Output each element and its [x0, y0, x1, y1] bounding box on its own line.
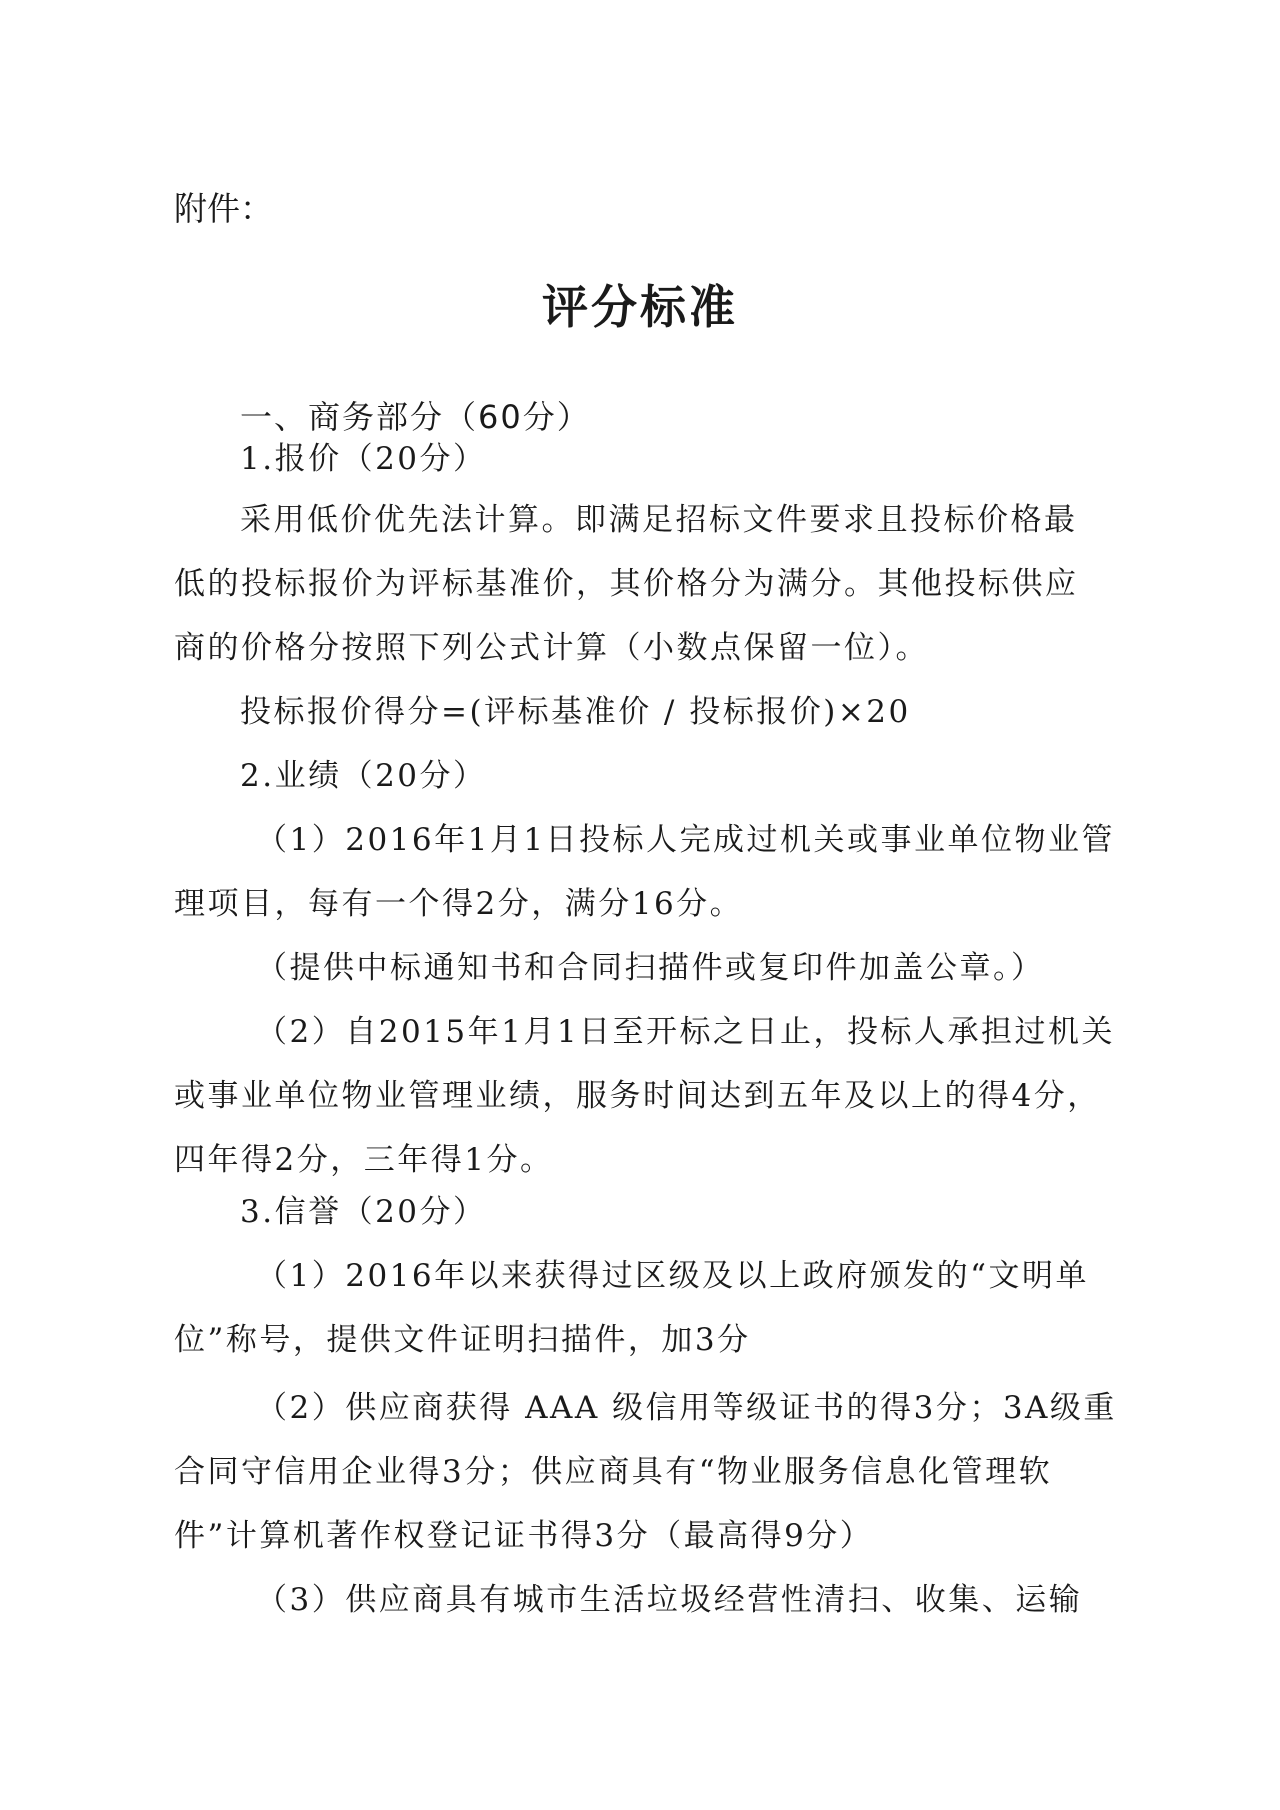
paragraph-line: 合同守信用企业得3分；供应商具有“物业服务信息化管理软	[174, 1454, 1053, 1490]
paragraph-line: （3）供应商具有城市生活垃圾经营性清扫、收集、运输	[256, 1582, 1083, 1618]
paragraph-line: 低的投标报价为评标基准价，其价格分为满分。其他投标供应	[174, 566, 1079, 602]
paragraph-line: 件”计算机著作权登记证书得3分（最高得9分）	[174, 1518, 874, 1554]
paragraph-line: 四年得2分，三年得1分。	[174, 1142, 554, 1178]
paragraph-line: （2）自2015年1月1日至开标之日止，投标人承担过机关	[256, 1014, 1116, 1050]
paragraph-line: 采用低价优先法计算。即满足招标文件要求且投标价格最	[240, 502, 1078, 538]
paragraph-line: 理项目，每有一个得2分，满分16分。	[174, 886, 744, 922]
paragraph-line: （1）2016年以来获得过区级及以上政府颁发的“文明单	[256, 1258, 1089, 1294]
page-title: 评分标准	[542, 280, 738, 334]
paragraph-line: （2）供应商获得 AAA 级信用等级证书的得3分；3A级重	[256, 1390, 1117, 1426]
subsection-heading-price: 1.报价（20分）	[240, 441, 487, 477]
paragraph-line: 位”称号，提供文件证明扫描件，加3分	[174, 1322, 751, 1358]
formula-line: 投标报价得分=(评标基准价 / 投标报价)×20	[240, 694, 911, 730]
paragraph-line: （1）2016年1月1日投标人完成过机关或事业单位物业管	[256, 822, 1116, 858]
subsection-heading-credit: 3.信誉（20分）	[240, 1194, 487, 1230]
paragraph-line: 商的价格分按照下列公式计算（小数点保留一位）。	[174, 630, 929, 666]
attachment-label: 附件：	[174, 189, 273, 228]
subsection-heading-performance: 2.业绩（20分）	[240, 758, 487, 794]
section-heading-business: 一、商务部分（60分）	[240, 398, 591, 436]
paragraph-line: （提供中标通知书和合同扫描件或复印件加盖公章。）	[256, 950, 1045, 986]
paragraph-line: 或事业单位物业管理业绩，服务时间达到五年及以上的得4分，	[174, 1078, 1101, 1114]
